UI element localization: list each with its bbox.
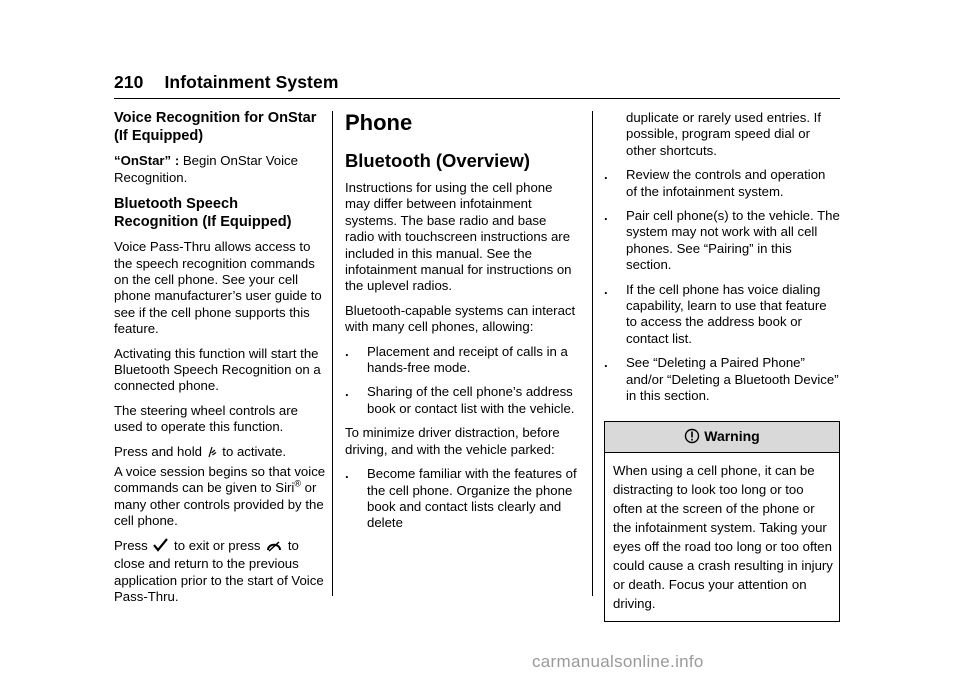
paragraph: The steering wheel controls are used to operate this function. xyxy=(114,402,298,435)
bullet: . xyxy=(345,384,349,400)
press-hold-paragraph xyxy=(114,444,326,462)
voice-session-paragraph xyxy=(114,464,326,530)
text: or many other controls provided by the cell phone. xyxy=(114,480,324,529)
voice-talk-icon xyxy=(208,446,217,462)
list-item xyxy=(345,344,579,377)
text: to close and return to the previous application prior to the start of Voice Pass-Thru. xyxy=(114,537,324,604)
column-2 xyxy=(345,110,579,540)
text: Press and hold xyxy=(114,443,206,459)
warning-title: Warning xyxy=(704,427,760,444)
header-rule xyxy=(114,98,840,99)
list-text: Pair cell phone(s) to the vehicle. The system may not work with all cell phones. See “Pairing” in this section. xyxy=(626,208,840,273)
column-1 xyxy=(114,110,326,613)
warning-header xyxy=(605,422,839,453)
text: A voice session begins so that voice commands can be given to Siri xyxy=(114,464,326,496)
list-text: Review the controls and operation of the infotainment system. xyxy=(626,167,826,199)
paragraph: Activating this function will start the Bluetooth Speech Recognition on a connected phone. xyxy=(114,345,321,394)
bullet: . xyxy=(604,281,608,297)
column-3 xyxy=(604,110,840,622)
bullet: . xyxy=(345,466,349,482)
onstar-paragraph xyxy=(114,153,326,186)
warning-icon xyxy=(684,428,700,447)
list-text: If the cell phone has voice dialing capability, learn to use that feature to access the address book or contact list. xyxy=(626,281,827,346)
list-text: See “Deleting a Paired Phone” and/or “Deleting a Bluetooth Device” in this section. xyxy=(626,355,839,404)
bullet: . xyxy=(345,343,349,359)
list-item xyxy=(345,466,579,532)
heading-phone: Phone xyxy=(345,110,413,135)
list-item xyxy=(604,208,840,274)
onstar-term: “OnStar” : xyxy=(114,153,180,169)
registered-mark: ® xyxy=(294,479,301,490)
list-text: Become familiar with the features of the cell phone. Organize the phone book and contact lists clearly and delete xyxy=(367,466,577,531)
list-item xyxy=(345,384,579,417)
end-call-icon xyxy=(266,540,282,556)
press-exit-paragraph xyxy=(114,538,326,606)
list-text: Sharing of the cell phone’s address book or contact list with the vehicle. xyxy=(367,384,575,416)
paragraph: To minimize driver distraction, before driving, and with the vehicle parked: xyxy=(345,425,560,457)
list-item-continued xyxy=(604,110,840,159)
list-item xyxy=(604,282,840,348)
onstar-desc: Begin OnStar Voice Recognition. xyxy=(114,153,298,185)
paragraph: Instructions for using the cell phone may differ between infotainment systems. The base radio and base radio with touchscreen instructions are included in this manual. See the infotainment manual for instructions on the uplevel radios. xyxy=(345,180,572,294)
column-divider-1 xyxy=(332,111,333,596)
text: to exit or press xyxy=(170,537,265,553)
page-number: 210 xyxy=(114,72,144,92)
bullet: . xyxy=(604,208,608,224)
paragraph: Bluetooth-capable systems can interact with many cell phones, allowing: xyxy=(345,302,576,335)
paragraph: Voice Pass-Thru allows access to the speech recognition commands on the cell phone. See your cell phone manufacturer’s user guide to see if the cell phone supports this feature. xyxy=(114,239,322,337)
text: to activate. xyxy=(218,443,287,459)
list-text: Placement and receipt of calls in a hands-free mode. xyxy=(367,343,568,376)
warning-box xyxy=(604,421,840,622)
text: Press xyxy=(114,537,152,553)
watermark: carmanualsonline.info xyxy=(532,652,704,671)
bullet: . xyxy=(604,355,608,371)
checkmark-icon xyxy=(153,538,168,556)
heading-voice-onstar: Voice Recognition for OnStar (If Equipped) xyxy=(114,110,317,144)
bullet: . xyxy=(604,167,608,183)
page-header xyxy=(114,72,338,93)
section-title: Infotainment System xyxy=(164,72,339,92)
list-item xyxy=(604,355,840,404)
heading-bt-speech: Bluetooth Speech Recognition (If Equipped) xyxy=(114,196,292,230)
list-text: duplicate or rarely used entries. If possible, program speed dial or other shortcuts. xyxy=(626,110,821,158)
column-divider-2 xyxy=(592,111,593,596)
warning-text: When using a cell phone, it can be distracting to look too long or too often at the screen of the phone or the infotainment system. Taking your eyes off the road too long or too often could cause a crash resulting in injury or death. Focus your attention on driving. xyxy=(613,462,833,611)
heading-bt-overview: Bluetooth (Overview) xyxy=(345,150,530,171)
list-item xyxy=(604,167,840,200)
